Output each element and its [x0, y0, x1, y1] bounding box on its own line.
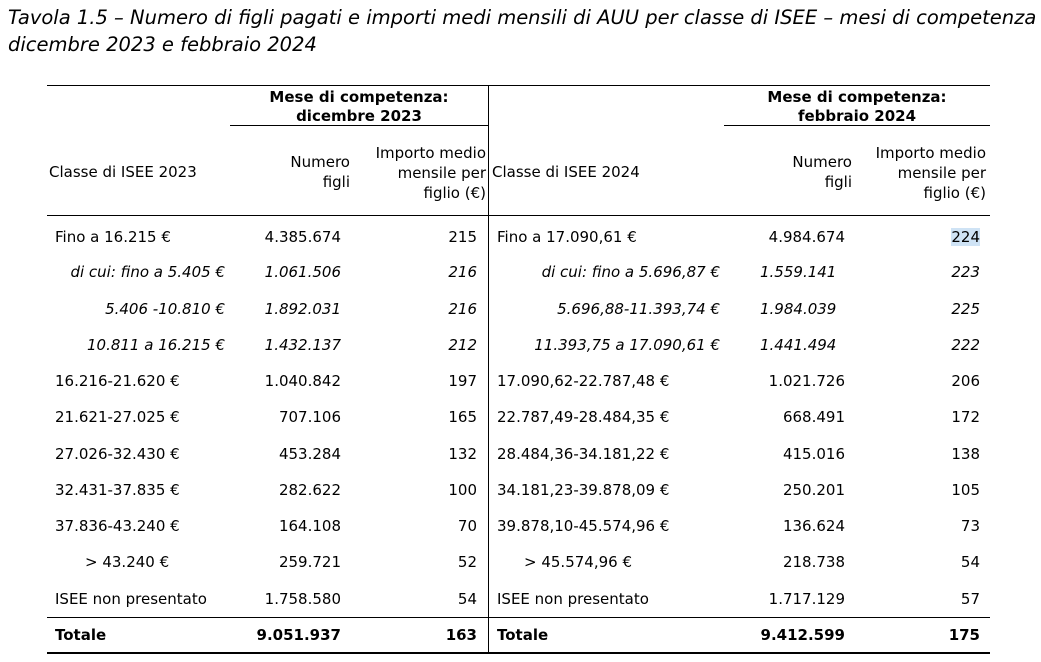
- numero-line2: figli: [322, 173, 350, 191]
- importo-2024-cell: 105: [951, 481, 980, 499]
- importo-2024-cell: 57: [960, 590, 980, 608]
- column-header-importo-2023: [356, 143, 486, 203]
- column-header-importo-2024: [856, 143, 986, 203]
- importo-2024-cell: 54: [960, 553, 980, 571]
- class-2023-cell: 5.406 -10.810 €: [105, 300, 225, 318]
- numero-2024-cell: 1.559.141: [760, 263, 837, 281]
- class-2024-cell: Fino a 17.090,61 €: [497, 228, 637, 246]
- numero-2023-cell: 1.758.580: [264, 590, 341, 608]
- importo-2023-cell: 216: [448, 263, 477, 281]
- importo-2023-cell: 215: [448, 228, 477, 246]
- importo-line2: mensile per: [897, 164, 986, 182]
- importo-2024-cell: 222: [951, 336, 980, 354]
- group-header-dec-2023: [230, 88, 488, 126]
- class-2024-cell: 17.090,62-22.787,48 €: [497, 372, 670, 390]
- numero-2023-cell: 1.040.842: [264, 372, 341, 390]
- column-header-numero-2024: [752, 152, 852, 192]
- numero-2023-cell: 1.432.137: [264, 336, 341, 354]
- class-2024-cell: 5.696,88-11.393,74 €: [557, 300, 720, 318]
- numero-2024-cell: 250.201: [782, 481, 845, 499]
- numero-2023-cell: 164.108: [278, 517, 341, 535]
- table-title: Tavola 1.5 – Numero di figli pagati e importi medi mensili di AUU per classe di ISEE – mesi di competenza dicembre 2023 e febbraio 2024: [8, 6, 1037, 56]
- numero-line2: figli: [824, 173, 852, 191]
- class-2023-cell: 10.811 a 16.215 €: [86, 336, 225, 354]
- numero-2024-cell: 136.624: [782, 517, 845, 535]
- selected-text-highlight: 224: [951, 228, 980, 246]
- group-header-line2: dicembre 2023: [296, 107, 422, 125]
- importo-2023-cell: 197: [448, 372, 477, 390]
- group-header-feb-2024: [724, 88, 990, 126]
- class-2024-cell: > 45.574,96 €: [524, 553, 632, 571]
- importo-2023-cell: 52: [457, 553, 477, 571]
- importo-line2: mensile per: [397, 164, 486, 182]
- numero-2024-cell: 668.491: [782, 408, 845, 426]
- numero-2023-cell: 9.051.937: [256, 626, 341, 644]
- importo-2024-cell: [900, 228, 980, 246]
- class-2023-cell: 21.621-27.025 €: [55, 408, 180, 426]
- class-2024-cell: di cui: fino a 5.696,87 €: [541, 263, 720, 281]
- importo-2024-cell: 175: [948, 626, 980, 644]
- numero-2023-cell: 453.284: [278, 445, 341, 463]
- numero-2024-cell: 4.984.674: [768, 228, 845, 246]
- section-divider: [488, 85, 489, 654]
- class-2024-cell: 11.393,75 a 17.090,61 €: [534, 336, 720, 354]
- total-top-rule: [47, 617, 990, 618]
- table-top-rule: [47, 85, 990, 86]
- numero-2024-cell: 1.717.129: [768, 590, 845, 608]
- numero-2023-cell: 4.385.674: [264, 228, 341, 246]
- header-bottom-rule: [47, 215, 990, 216]
- class-2023-cell: Totale: [55, 626, 107, 644]
- class-2024-cell: 22.787,49-28.484,35 €: [497, 408, 670, 426]
- numero-2023-cell: 1.892.031: [264, 300, 341, 318]
- numero-line1: Numero: [792, 153, 852, 171]
- importo-2024-cell: 138: [951, 445, 980, 463]
- class-2024-cell: 34.181,23-39.878,09 €: [497, 481, 670, 499]
- table-bottom-rule: [47, 652, 990, 654]
- numero-2024-cell: 415.016: [782, 445, 845, 463]
- numero-2023-cell: 282.622: [278, 481, 341, 499]
- importo-line1: Importo medio: [875, 144, 986, 162]
- numero-2024-cell: 218.738: [782, 553, 845, 571]
- group-header-line1: Mese di competenza:: [269, 88, 449, 106]
- class-2023-cell: 16.216-21.620 €: [55, 372, 180, 390]
- importo-2023-cell: 100: [448, 481, 477, 499]
- importo-2023-cell: 54: [457, 590, 477, 608]
- importo-2023-cell: 216: [448, 300, 477, 318]
- group-header-line2: febbraio 2024: [797, 107, 917, 125]
- class-2024-cell: Totale: [497, 626, 549, 644]
- column-header-class-2024: Classe di ISEE 2024: [492, 163, 640, 181]
- importo-line3: figlio (€): [923, 184, 986, 202]
- class-2023-cell: 32.431-37.835 €: [55, 481, 180, 499]
- importo-2023-cell: 212: [448, 336, 477, 354]
- importo-2024-cell: 73: [960, 517, 980, 535]
- column-header-class-2023: Classe di ISEE 2023: [49, 163, 197, 181]
- class-2024-cell: 28.484,36-34.181,22 €: [497, 445, 670, 463]
- importo-2023-cell: 70: [457, 517, 477, 535]
- numero-2023-cell: 707.106: [278, 408, 341, 426]
- numero-2024-cell: 1.984.039: [760, 300, 837, 318]
- column-header-numero-2023: [250, 152, 350, 192]
- class-2023-cell: 27.026-32.430 €: [55, 445, 180, 463]
- importo-2024-cell: 206: [951, 372, 980, 390]
- group-header-line1: Mese di competenza:: [767, 88, 947, 106]
- importo-2023-cell: 165: [448, 408, 477, 426]
- class-2023-cell: ISEE non presentato: [55, 590, 207, 608]
- numero-2023-cell: 259.721: [278, 553, 341, 571]
- numero-2023-cell: 1.061.506: [264, 263, 341, 281]
- numero-2024-cell: 1.021.726: [768, 372, 845, 390]
- importo-2024-cell: 172: [951, 408, 980, 426]
- class-2024-cell: 39.878,10-45.574,96 €: [497, 517, 670, 535]
- class-2023-cell: > 43.240 €: [85, 553, 170, 571]
- importo-line3: figlio (€): [423, 184, 486, 202]
- importo-2023-cell: 132: [448, 445, 477, 463]
- numero-2024-cell: 9.412.599: [760, 626, 845, 644]
- numero-2024-cell: 1.441.494: [760, 336, 837, 354]
- class-2023-cell: di cui: fino a 5.405 €: [70, 263, 225, 281]
- importo-2024-cell: 223: [951, 263, 980, 281]
- importo-2023-cell: 163: [445, 626, 477, 644]
- importo-line1: Importo medio: [375, 144, 486, 162]
- class-2023-cell: Fino a 16.215 €: [55, 228, 171, 246]
- numero-line1: Numero: [290, 153, 350, 171]
- class-2023-cell: 37.836-43.240 €: [55, 517, 180, 535]
- class-2024-cell: ISEE non presentato: [497, 590, 649, 608]
- importo-2024-cell: 225: [951, 300, 980, 318]
